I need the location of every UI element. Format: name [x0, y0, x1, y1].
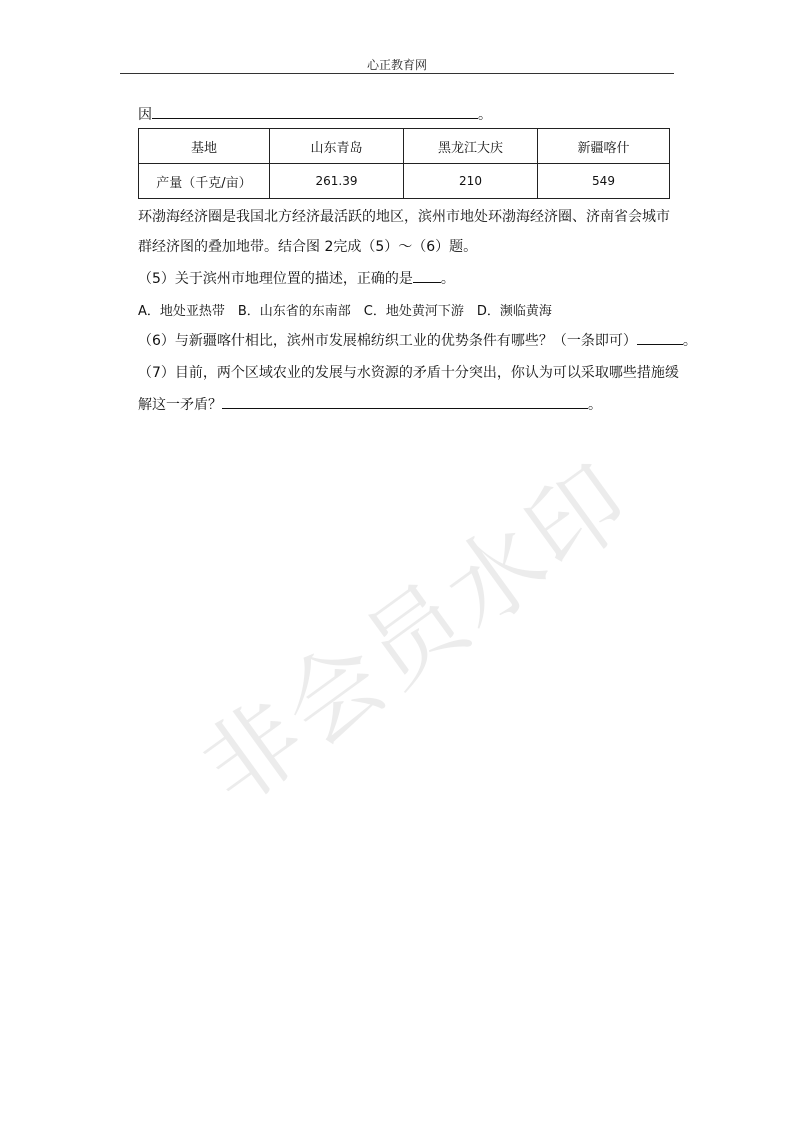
paragraph-line-2: 群经济图的叠加地带。结合图 2完成（5）～（6）题。 [138, 239, 478, 255]
question-7-line-2 [138, 394, 602, 414]
table-header-cell: 山东青岛 [270, 129, 404, 164]
table-row [139, 164, 670, 199]
watermark: 非会员水印 [181, 442, 653, 827]
page-header: 心正教育网 [366, 58, 427, 72]
answer-blank[interactable] [222, 395, 588, 409]
question-tail-suffix: 。 [478, 107, 492, 123]
header-divider [120, 73, 674, 74]
table-cell: 549 [538, 164, 670, 199]
answer-blank[interactable] [637, 331, 683, 345]
answer-blank[interactable] [413, 269, 441, 283]
question-tail-line [138, 104, 492, 124]
table-header-cell: 新疆喀什 [538, 129, 670, 164]
question-7-prefix: 解这一矛盾？ [138, 397, 222, 413]
question-7-line-1: （7）目前，两个区域农业的发展与水资源的矛盾十分突出，你认为可以采取哪些措施缓 [138, 365, 679, 381]
table-cell: 产量（千克/亩） [139, 164, 270, 199]
yield-table [138, 128, 670, 199]
question-5-options: A．地处亚热带 B．山东省的东南部 C．地处黄河下游 D．濒临黄海 [138, 304, 552, 319]
table-header-row [139, 129, 670, 164]
question-5-suffix: 。 [440, 271, 455, 287]
question-5-text: （5）关于滨州市地理位置的描述，正确的是 [138, 271, 413, 287]
paragraph-line-1: 环渤海经济圈是我国北方经济最活跃的地区，滨州市地处环渤海经济圈、济南省会城市 [138, 209, 670, 225]
question-tail-prefix: 因 [138, 107, 152, 123]
question-6-text: （6）与新疆喀什相比，滨州市发展棉纺织工业的优势条件有哪些？（一条即可） [138, 333, 637, 349]
table-cell: 261.39 [270, 164, 404, 199]
answer-blank[interactable] [152, 105, 478, 119]
question-5 [138, 268, 455, 288]
question-6 [138, 330, 697, 350]
question-7-suffix: 。 [588, 397, 602, 413]
table-header-cell: 基地 [139, 129, 270, 164]
table-header-cell: 黑龙江大庆 [404, 129, 538, 164]
question-6-suffix: 。 [682, 333, 697, 349]
table-cell: 210 [404, 164, 538, 199]
